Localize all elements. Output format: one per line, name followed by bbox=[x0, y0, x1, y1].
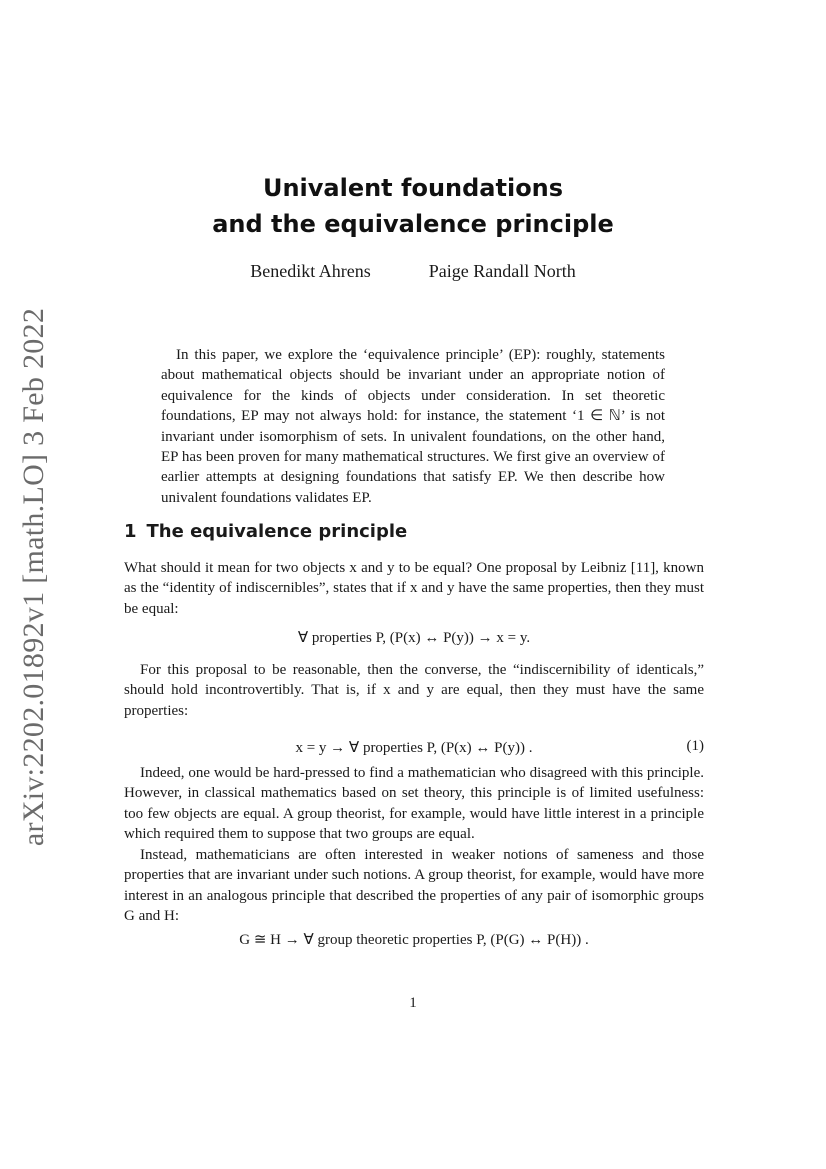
abstract: In this paper, we explore the ‘equivalence principle’ (EP): roughly, statements about mathematical objects should be invariant under an appropriate notion of equivalence for the kinds of objects under consideration. In set theoretic foundations, EP may not always hold: for instance, the statement ‘1 ∈ ℕ’ is not invariant under isomorphism of sets. In univalent foundations, on the other hand, EP has been proven for many mathematical structures. We first give an overview of earlier attempts at designing foundations that satisfy EP. We then describe how univalent foundations validates EP. bbox=[161, 347, 665, 506]
equation-group: G ≅ H → ∀ group theoretic properties P, (P(G) ↔ P(H)) . bbox=[239, 932, 589, 948]
author-name: Benedikt Ahrens bbox=[250, 261, 371, 281]
page-number: 1 bbox=[409, 995, 417, 1011]
section-number: 1 bbox=[124, 521, 137, 542]
title-line-2: and the equivalence principle bbox=[212, 210, 614, 238]
equation-1-body: x = y → ∀ properties P, (P(x) ↔ P(y)) . bbox=[295, 740, 533, 756]
section-heading bbox=[124, 521, 407, 542]
equation-1 bbox=[124, 738, 704, 757]
paragraph-4: Instead, mathematicians are often interested in weaker notions of sameness and those properties that are invariant under such notions. A group theorist, for example, would have more interest in an analogous principle that described the properties of any pair of isomorphic groups G and H: bbox=[124, 847, 704, 925]
paragraph-1: What should it mean for two objects x and y to be equal? One proposal by Leibniz [11], known as the “identity of indiscernibles”, states that if x and y have the same properties, then they must be equal: bbox=[124, 560, 704, 617]
paragraph-3: Indeed, one would be hard-pressed to find a mathematician who disagreed with this principle. However, in classical mathematics based on set theory, this principle is of limited usefulness: too few objects are equal. A group theorist, for example, would have little interest in a principle which required them to suppose that two groups are equal. bbox=[124, 765, 704, 843]
arxiv-sidebar bbox=[8, 307, 60, 847]
author-name: Paige Randall North bbox=[428, 261, 576, 281]
paragraph-2: For this proposal to be reasonable, then the converse, the “indiscernibility of identicals,” should hold incontrovertibly. That is, if x and y are equal, then they must have the same properties: bbox=[124, 662, 704, 719]
arxiv-identifier: arXiv:2202.01892v1 [math.LO] 3 Feb 2022 bbox=[17, 307, 51, 847]
paper-title bbox=[0, 170, 826, 242]
title-line-1: Univalent foundations bbox=[262, 174, 564, 202]
section-title: The equivalence principle bbox=[146, 521, 408, 542]
equation-number: (1) bbox=[686, 738, 704, 754]
author-list bbox=[0, 261, 826, 282]
equation-leibniz: ∀ properties P, (P(x) ↔ P(y)) → x = y. bbox=[297, 630, 531, 646]
